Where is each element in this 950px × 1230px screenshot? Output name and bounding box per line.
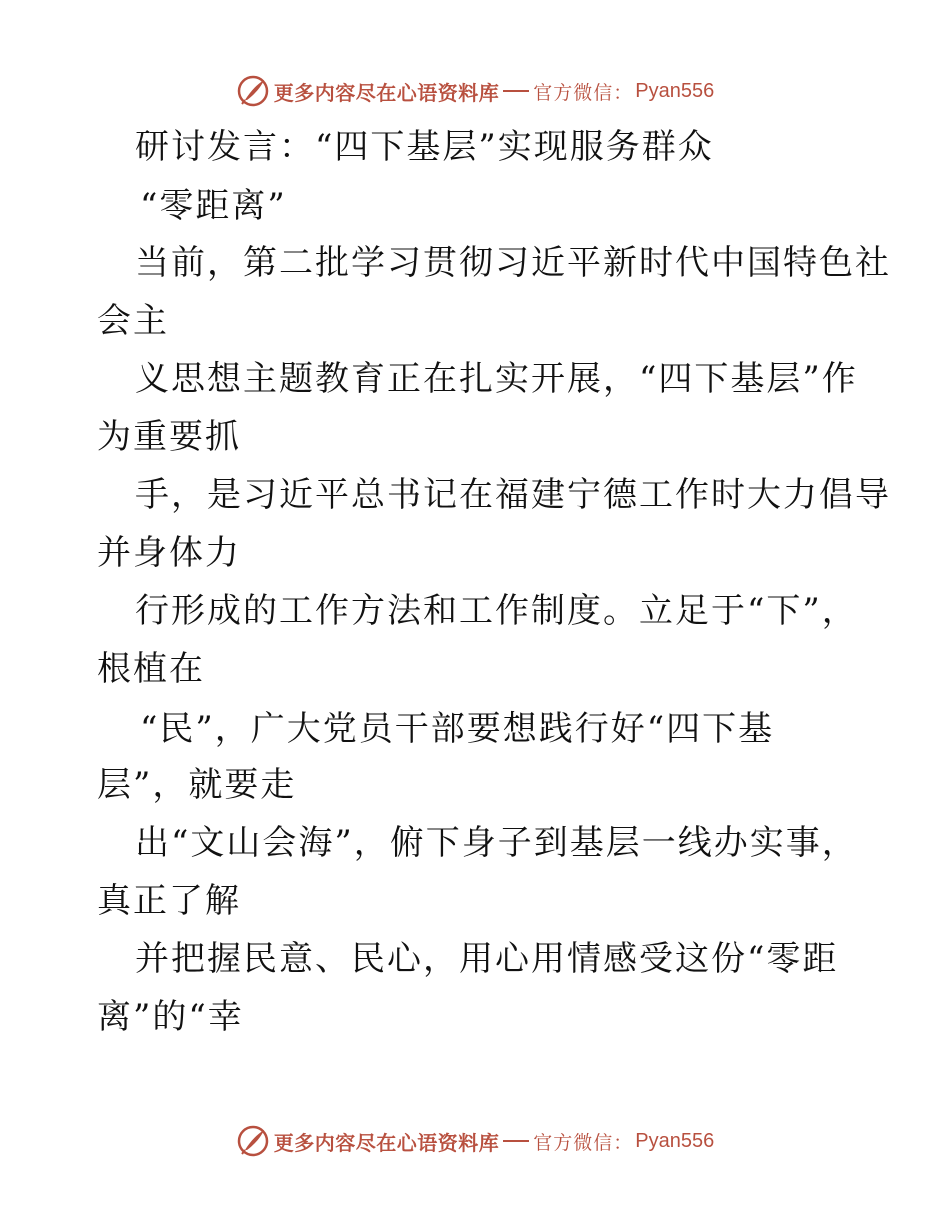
paragraph-line: 会主 [97, 301, 169, 341]
paragraph-line: 根植在 [97, 649, 205, 689]
banner-dash [503, 1140, 529, 1142]
feather-pen-logo-icon [236, 1124, 270, 1158]
header-banner [0, 71, 950, 111]
paragraph-line: 并身体力 [97, 533, 241, 573]
banner-brand-text: 更多内容尽在心语资料库 [273, 1130, 500, 1155]
banner-dash [503, 90, 529, 92]
document-title-line-2: “零距离” [140, 186, 287, 226]
paragraph-line: 手，是习近平总书记在福建宁德工作时大力倡导 [135, 475, 891, 515]
paragraph-line: 层”，就要走 [97, 765, 297, 805]
document-title-line-1: 研讨发言：“四下基层”实现服务群众 [135, 127, 714, 167]
banner-wechat-label: 官方微信： [533, 1131, 634, 1154]
paragraph-line: 为重要抓 [97, 417, 241, 457]
footer-banner [0, 1121, 950, 1161]
paragraph-line: 离”的“幸 [97, 997, 244, 1037]
feather-pen-logo-icon [236, 74, 270, 108]
banner-wechat-id: Pyan556 [635, 1129, 715, 1152]
paragraph-line: 并把握民意、民心，用心用情感受这份“零距 [135, 939, 839, 979]
paragraph-line: 义思想主题教育正在扎实开展，“四下基层”作 [135, 359, 858, 399]
paragraph-line: 真正了解 [97, 881, 241, 921]
banner-wechat-id: Pyan556 [635, 79, 715, 102]
banner-brand-text: 更多内容尽在心语资料库 [273, 80, 500, 105]
paragraph-line: 行形成的工作方法和工作制度。立足于“下”， [135, 591, 858, 631]
paragraph-line: “民”，广大党员干部要想践行好“四下基 [140, 709, 775, 749]
paragraph-line: 当前，第二批学习贯彻习近平新时代中国特色社 [135, 243, 891, 283]
banner-wechat-label: 官方微信： [533, 81, 634, 104]
paragraph-line: 出“文山会海”，俯下身子到基层一线办实事， [135, 823, 858, 863]
